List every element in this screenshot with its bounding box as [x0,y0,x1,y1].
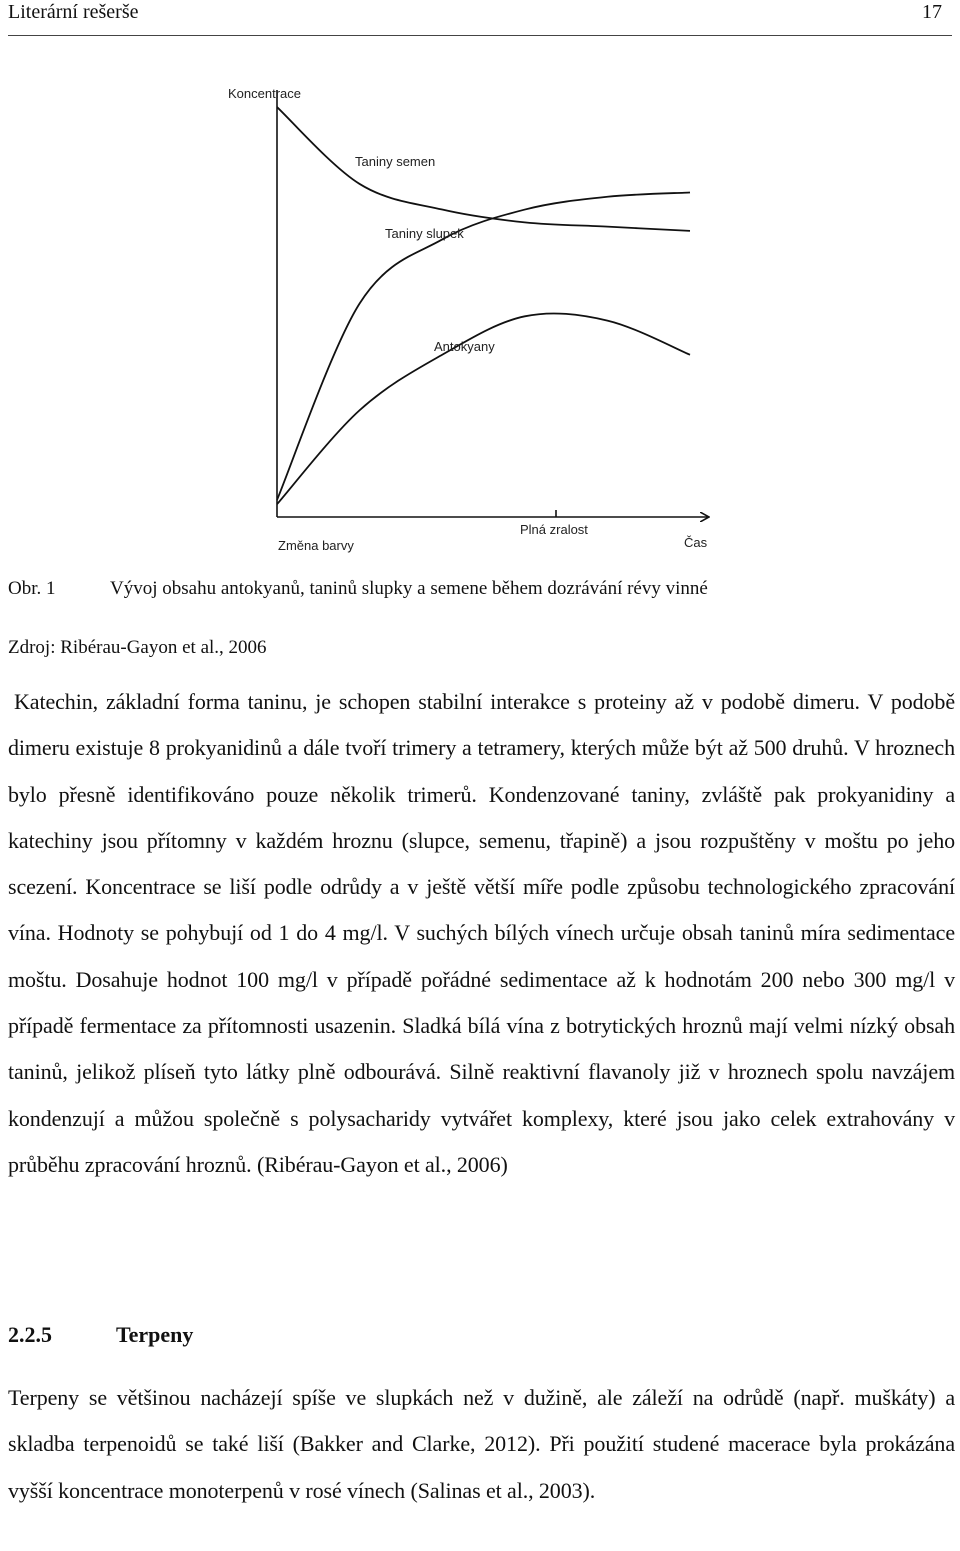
y-axis-label: Koncentrace [228,86,301,101]
x-tick-start-label: Změna barvy [278,538,354,553]
series-label-skin-tannins: Taniny slupek [385,226,464,241]
running-header-section: Literární rešerše [8,1,139,23]
page-header [8,0,952,36]
paragraph-terpenes: Terpeny se většinou nacházejí spíše ve slupkách než v dužině, ale záleží na odrůdě (např. muškáty) a skladba terpenoidů se také liší (Bakker and Clarke, 2012). Při použití studené macerace byla prokázána vyšší koncentrace monoterpenů v rosé vínech (Salinas et al., 2003). [8,1385,955,1503]
figure-source: Zdroj: Ribérau-Gayon et al., 2006 [8,637,267,658]
caption-number: Obr. 1 [8,578,56,599]
figure-ripening-chart [200,70,760,570]
section-number: 2.2.5 [8,1322,52,1347]
series-label-seed-tannins: Taniny semen [355,154,436,169]
x-tick-maturity-label: Plná zralost [520,522,588,537]
series-label-anthocyanins: Antokyany [434,339,495,354]
paragraph-tannins: Katechin, základní forma taninu, je schopen stabilní interakce s proteiny až v podobě dimeru. V podobě dimeru existuje 8 prokyanidinů a dále tvoří trimery a tetramery, kterých může být až 500 druhů. V hroznech bylo přesně identifikováno pouze několik trimerů. Kondenzované taniny, zvláště pak prokyanidiny a katechiny jsou přítomny v každém hroznu (slupce, semenu, třapině) a jsou rozpuštěny v moštu po jeho scezení. Koncentrace se liší podle odrůdy a v ještě větší míře podle způsobu technologického zpracování vína. Hodnoty se pohybují od 1 do 4 mg/l. V suchých bílých vínech určuje obsah taninů míra sedimentace moštu. Dosahuje hodnot 100 mg/l v případě pořádné sedimentace až k hodnotám 200 nebo 300 mg/l v případě fermentace za přítomnosti usazenin. Sladká bílá vína z botrytických hroznů mají velmi nízký obsah taninů, jelikož plíseň tyto látky plně odbourává. Silně reaktivní flavanoly již v hroznech spolu navzájem kondenzují a můžou společně s polysacharidy vytvářet komplexy, které jsou jako celek extrahovány v průběhu zpracování hroznů. (Ribérau-Gayon et al., 2006) [8,689,955,1177]
x-axis-label: Čas [684,535,708,550]
section-heading [8,1320,193,1350]
caption-text: Vývoj obsahu antokyanů, taninů slupky a semene během dozrávání révy vinné [110,578,708,599]
page-number: 17 [922,1,942,23]
chart-svg [200,70,760,570]
series-line-1 [277,107,690,231]
section-title: Terpeny [116,1322,194,1347]
